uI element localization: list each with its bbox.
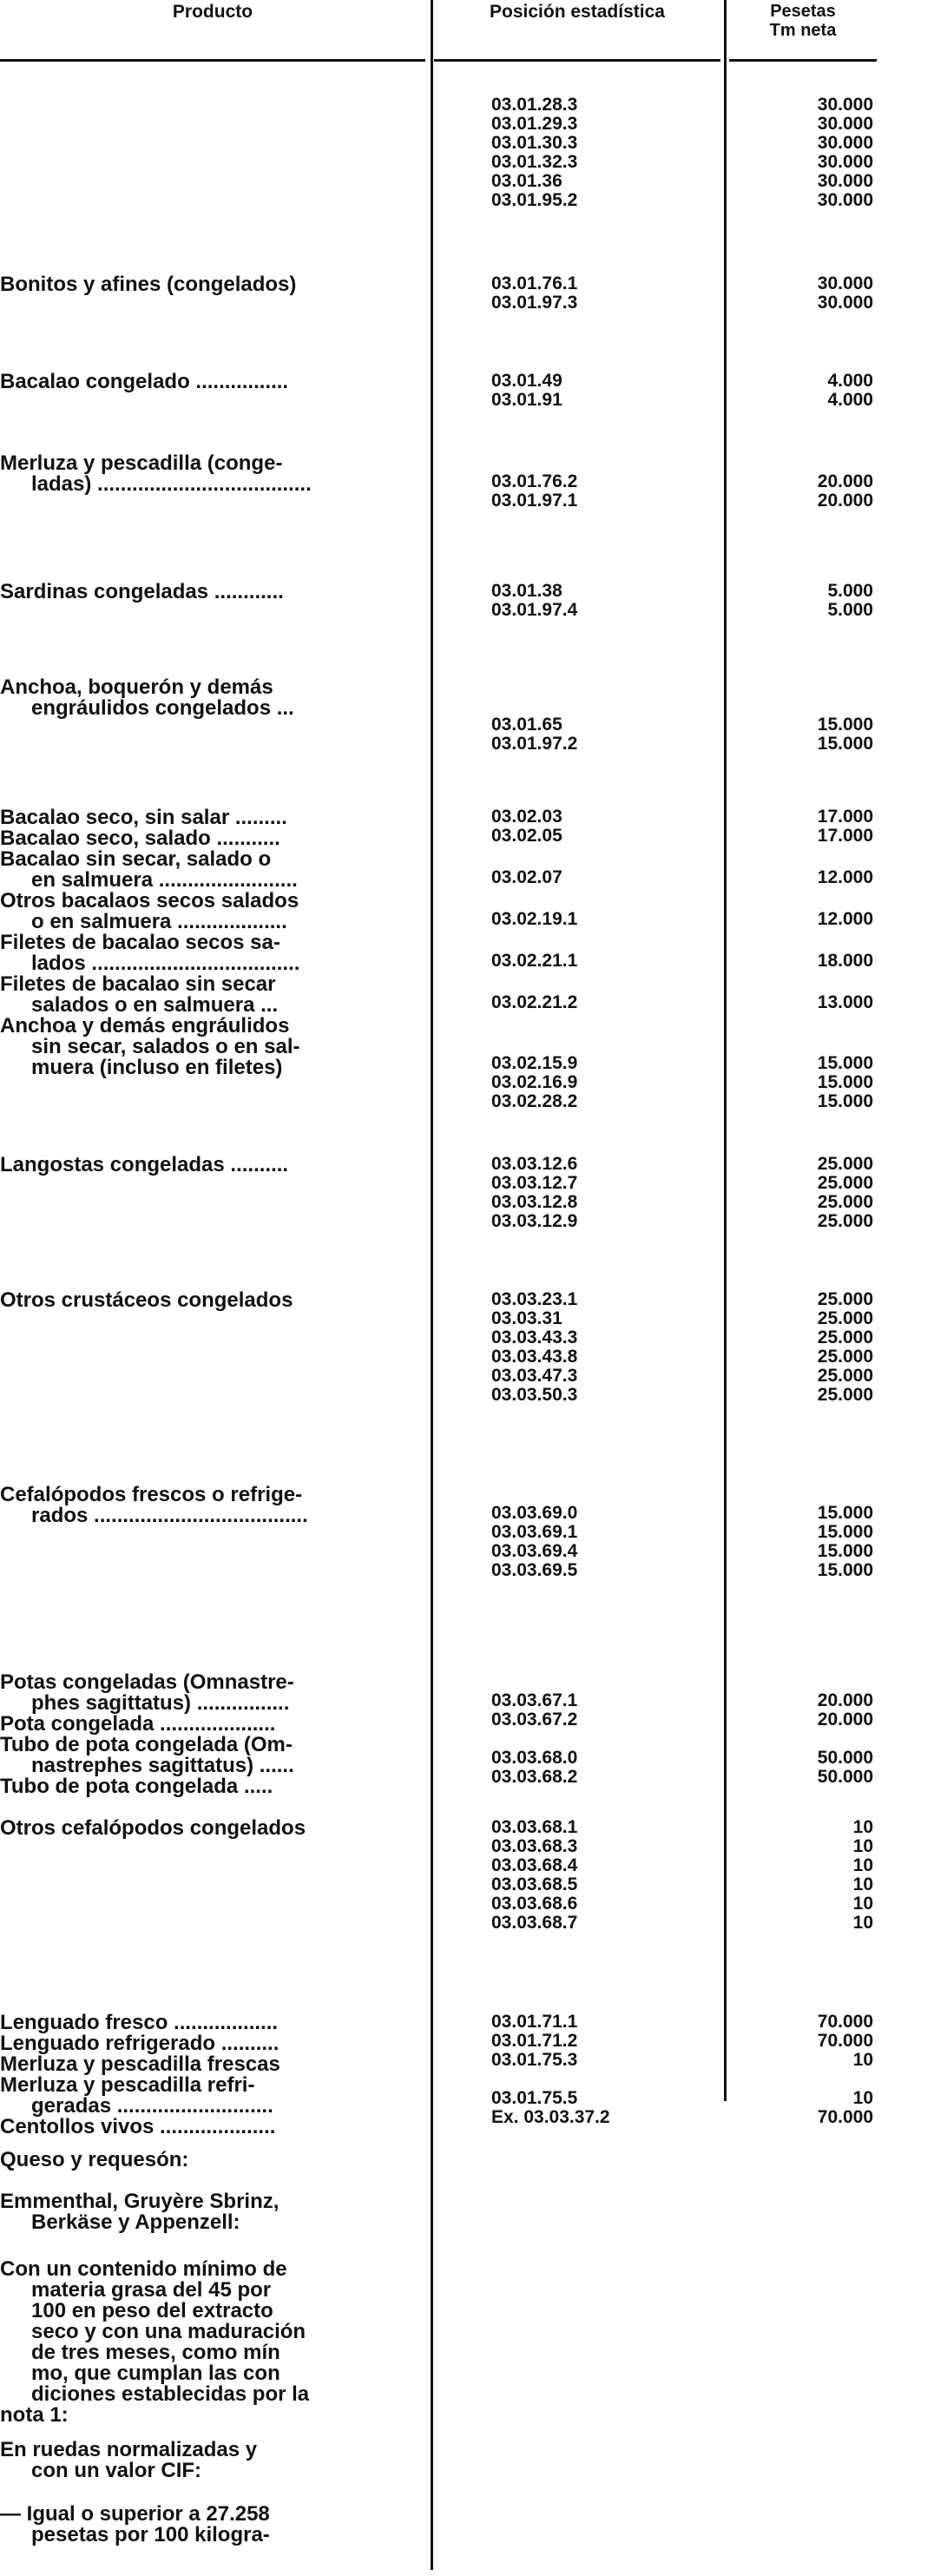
product-line: Berkäse y Appenzell: [31,2210,240,2234]
product-line: sin secar, salados o en sal- [31,1035,300,1058]
product-line: Lenguado fresco .................. [0,2011,279,2034]
product-line: o en salmuera ................... [31,910,287,933]
pesetas-value: 30.000 [817,95,873,115]
product-line: phes sagittatus) ................ [31,1691,290,1715]
product-line: muera (incluso en filetes) [31,1056,283,1079]
product-line: Centollos vivos .................... [0,2115,276,2138]
pesetas-value: 15.000 [817,734,873,754]
product-line: Bacalao congelado ................ [0,370,289,393]
pesetas-value: 10 [852,2088,873,2108]
pesetas-value: 25.000 [817,1308,873,1328]
pesetas-value: 30.000 [817,114,873,134]
position-code: 03.03.68.6 [491,1894,578,1914]
position-code: 03.03.31 [491,1308,562,1328]
pesetas-value: 4.000 [827,371,873,391]
position-code: 03.01.28.3 [491,95,578,115]
position-code: 03.01.76.1 [491,273,578,293]
product-line: Anchoa, boquerón y demás [0,675,273,699]
pesetas-value [734,974,873,993]
pesetas-value: 50.000 [817,1767,873,1787]
pesetas-value: 15.000 [817,1072,873,1092]
position-code: 03.03.43.3 [491,1328,578,1347]
product-cell [0,2504,425,2546]
pesetas-cell [734,2013,873,2127]
position-code: 03.03.23.1 [491,1289,578,1309]
position-code: 03.02.21.2 [491,992,578,1012]
position-code [491,891,717,910]
position-code [491,1035,717,1054]
position-code: 03.01.71.1 [491,2012,578,2032]
pesetas-value: 15.000 [817,1522,873,1542]
pesetas-value: 20.000 [817,1690,873,1710]
position-code: 03.01.75.5 [491,2088,578,2108]
position-cell [491,372,717,410]
position-code [491,677,717,696]
product-line: con un valor CIF: [31,2459,202,2482]
position-cell [491,582,717,620]
pesetas-value: 25.000 [817,1192,873,1212]
position-code: 03.03.68.3 [491,1836,578,1856]
position-code: 03.03.69.0 [491,1503,578,1523]
position-code: 03.03.47.3 [491,1366,578,1386]
pesetas-value: 25.000 [817,1173,873,1193]
pesetas-value: 18.000 [817,951,873,971]
product-line: Cefalópodos frescos o refrige- [0,1483,303,1506]
pesetas-cell [734,807,873,846]
product-cell [0,1485,425,1526]
position-code: 03.01.97.3 [491,293,578,313]
product-line: Tubo de pota congelada ..... [0,1775,273,1798]
product-line: Filetes de bacalao sin secar [0,972,276,996]
product-line: de tres meses, como mín [31,2341,280,2364]
pesetas-value: 30.000 [817,171,873,191]
pesetas-cell [734,582,873,620]
position-code: 03.03.68.4 [491,1855,578,1875]
position-code [491,849,717,868]
pesetas-value [734,677,873,696]
pesetas-value: 12.000 [817,909,873,929]
position-code: 03.02.03 [491,807,562,827]
product-cell [0,1818,425,1839]
product-line: Merluza y pescadilla refri- [0,2073,255,2097]
product-line: Sardinas congeladas ............ [0,580,284,603]
product-cell [0,849,425,891]
product-line: geradas ........................... [31,2094,273,2118]
position-code: 03.01.76.2 [491,471,578,491]
pesetas-cell [734,274,873,313]
position-code: 03.03.67.2 [491,1710,578,1729]
position-code: 03.03.12.9 [491,1211,578,1231]
position-code: 03.03.69.1 [491,1522,578,1542]
pesetas-value: 30.000 [817,273,873,293]
pesetas-value: 20.000 [817,491,873,511]
position-cell [491,453,717,511]
position-code: 03.01.75.3 [491,2050,578,2070]
pesetas-value: 10 [852,1913,873,1933]
pesetas-value: 15.000 [817,1560,873,1580]
pesetas-value: 13.000 [817,992,873,1012]
column-header-pesetas-label: Pesetas [770,2,836,21]
pesetas-value: 25.000 [817,1154,873,1174]
pesetas-value: 30.000 [817,152,873,172]
product-line: lados .................................... [31,952,300,975]
position-code: 03.02.28.2 [491,1091,578,1111]
position-cell [491,1155,717,1231]
product-line: salados o en salmuera ... [31,993,279,1017]
position-code [491,1485,717,1504]
position-code [491,2070,717,2089]
header-rule-posicion [434,59,720,62]
product-cell [0,2013,425,2138]
pesetas-value: 10 [852,1894,873,1914]
product-line: Bacalao seco, salado ........... [0,827,280,850]
product-line: mo, que cumplan las con [31,2362,280,2385]
position-code: 03.02.19.1 [491,909,578,929]
position-code: 03.01.95.2 [491,190,578,210]
product-cell [0,2150,425,2171]
position-code: 03.03.69.4 [491,1541,578,1561]
product-line: en salmuera ........................ [31,868,298,892]
position-cell [491,677,717,754]
position-code: 03.03.69.5 [491,1560,578,1580]
product-cell [0,1290,425,1311]
position-code: 03.03.12.6 [491,1154,578,1174]
position-code: 03.02.05 [491,826,562,846]
position-cell [491,849,717,887]
pesetas-cell [734,1485,873,1580]
position-code [491,974,717,993]
position-code: 03.02.07 [491,867,562,887]
pesetas-value: 17.000 [817,826,873,846]
pesetas-value: 30.000 [817,190,873,210]
product-cell [0,274,425,295]
product-line: Otros crustáceos congelados [0,1288,293,1312]
pesetas-value: 5.000 [827,600,873,620]
position-code [491,932,717,952]
pesetas-cell [734,677,873,754]
pesetas-value: 50.000 [817,1748,873,1768]
pesetas-value: 10 [852,1836,873,1856]
pesetas-value [734,696,873,715]
column-divider-left [431,0,433,2570]
header-rule-pesetas [729,59,877,62]
position-code: 03.03.68.0 [491,1748,578,1768]
pesetas-value: 12.000 [817,867,873,887]
position-code: 03.01.71.2 [491,2031,578,2051]
product-line: Otros cefalópodos congelados [0,1816,306,1840]
column-header-producto: Producto [172,2,253,22]
pesetas-value: 25.000 [817,1328,873,1347]
product-line: Lenguado refrigerado .......... [0,2032,280,2055]
pesetas-value: 15.000 [817,1503,873,1523]
pesetas-value: 25.000 [817,1385,873,1405]
pesetas-value: 4.000 [827,390,873,410]
product-line: nastrephes sagittatus) ...... [31,1754,294,1777]
position-code: 03.02.15.9 [491,1053,578,1073]
product-cell [0,932,425,974]
pesetas-value: 30.000 [817,293,873,313]
position-code: 03.03.67.1 [491,1690,578,1710]
position-cell [491,891,717,929]
pesetas-cell [734,1672,873,1787]
product-line: Tubo de pota congelada (Om- [0,1733,293,1756]
pesetas-cell [734,849,873,887]
product-line: Con un contenido mínimo de [0,2257,287,2281]
pesetas-value: 30.000 [817,133,873,153]
product-cell [0,1016,425,1078]
position-cell [491,2013,717,2127]
pesetas-value: 70.000 [817,2107,873,2127]
product-line: Pota congelada .................... [0,1712,276,1736]
position-code: 03.01.97.1 [491,491,578,511]
position-cell [491,1290,717,1405]
position-cell [491,274,717,313]
product-line: Bacalao sin secar, salado o [0,847,272,871]
position-code: 03.01.91 [491,390,562,410]
column-header-posicion: Posición estadística [490,2,665,22]
product-line: materia grasa del 45 por [31,2278,272,2302]
position-code: 03.03.12.8 [491,1192,578,1212]
pesetas-value: 10 [852,1874,873,1894]
pesetas-value: 70.000 [817,2012,873,2032]
product-cell [0,2191,425,2233]
pesetas-value: 70.000 [817,2031,873,2051]
position-code: Ex. 03.03.37.2 [491,2107,610,2127]
pesetas-cell [734,96,873,210]
product-cell [0,807,425,849]
position-code: 03.03.68.5 [491,1874,578,1894]
pesetas-cell [734,1016,873,1111]
column-header-pesetas [729,2,877,40]
pesetas-value [734,849,873,868]
pesetas-value: 17.000 [817,807,873,827]
position-cell [491,1485,717,1580]
pesetas-value: 15.000 [817,1053,873,1073]
product-cell [0,2440,425,2481]
product-line: Otros bacalaos secos salados [0,889,299,912]
position-code: 03.01.30.3 [491,133,578,153]
pesetas-value [734,1672,873,1691]
pesetas-value [734,1485,873,1504]
position-cell [491,807,717,846]
position-code: 03.01.36 [491,171,562,191]
pesetas-value [734,2070,873,2089]
column-header-unit: Tm neta [769,21,837,40]
position-code: 03.01.32.3 [491,152,578,172]
position-code: 03.01.49 [491,371,562,391]
product-cell [0,582,425,603]
product-cell [0,974,425,1016]
position-code: 03.01.97.2 [491,734,578,754]
pesetas-cell [734,974,873,1012]
pesetas-cell [734,932,873,971]
pesetas-value: 15.000 [817,1091,873,1111]
position-code [491,1016,717,1035]
pesetas-value: 5.000 [827,581,873,601]
position-code: 03.03.43.8 [491,1347,578,1367]
pesetas-value: 15.000 [817,1541,873,1561]
position-code [491,1672,717,1691]
pesetas-value: 20.000 [817,471,873,491]
product-line: Emmenthal, Gruyère Sbrinz, [0,2190,280,2213]
pesetas-value [734,932,873,952]
product-line: Filetes de bacalao secos sa- [0,931,280,954]
position-code: 03.01.65 [491,715,562,735]
pesetas-value: 25.000 [817,1289,873,1309]
position-cell [491,1818,717,1933]
product-line: diciones establecidas por la [31,2382,310,2406]
product-line: ladas) ..................................... [31,472,312,496]
pesetas-value: 10 [852,1855,873,1875]
position-code: 03.03.50.3 [491,1385,578,1405]
position-code: 03.03.68.1 [491,1817,578,1837]
pesetas-value: 15.000 [817,715,873,735]
product-line: Queso y requesón: [0,2148,189,2171]
product-line: Bacalao seco, sin salar ......... [0,806,287,829]
product-line: Anchoa y demás engráulidos [0,1014,290,1038]
product-cell [0,1155,425,1176]
pesetas-value: 10 [852,2050,873,2070]
product-cell [0,372,425,392]
pesetas-cell [734,1818,873,1933]
position-code: 03.03.68.7 [491,1913,578,1933]
position-cell [491,974,717,1012]
position-code [491,1729,717,1749]
pesetas-value: 25.000 [817,1347,873,1367]
product-line: Bonitos y afines (congelados) [0,273,297,296]
product-line: 100 en peso del extracto [31,2299,273,2322]
product-cell [0,453,425,495]
position-cell [491,96,717,210]
product-line: Langostas congeladas .......... [0,1153,289,1176]
position-code: 03.01.97.4 [491,600,578,620]
position-code [491,453,717,472]
product-line: En ruedas normalizadas y [0,2438,258,2461]
product-cell [0,677,425,719]
product-line: Merluza y pescadilla frescas [0,2052,280,2076]
position-code: 03.01.38 [491,581,562,601]
position-cell [491,1672,717,1787]
position-code: 03.02.16.9 [491,1072,578,1092]
position-code: 03.01.29.3 [491,114,578,134]
position-cell [491,1016,717,1111]
pesetas-value [734,1016,873,1035]
position-cell [491,932,717,971]
position-code: 03.03.68.2 [491,1767,578,1787]
product-line: — Igual o superior a 27.258 [0,2502,270,2526]
pesetas-value [734,453,873,472]
column-divider-right [724,0,727,2101]
pesetas-cell [734,1155,873,1231]
pesetas-cell [734,453,873,511]
product-line: Potas congeladas (Omnastre- [0,1670,294,1694]
product-line: Merluza y pescadilla (conge- [0,451,283,475]
pesetas-value: 25.000 [817,1366,873,1386]
product-line: rados ..................................... [31,1504,308,1527]
position-code [491,696,717,715]
pesetas-value: 10 [852,1817,873,1837]
product-line: engráulidos congelados ... [31,696,294,720]
pesetas-value [734,891,873,910]
product-cell [0,2259,425,2426]
pesetas-value: 20.000 [817,1710,873,1729]
pesetas-value: 25.000 [817,1211,873,1231]
product-cell [0,891,425,932]
product-line: pesetas por 100 kilogra- [31,2523,270,2546]
position-code: 03.03.12.7 [491,1173,578,1193]
pesetas-cell [734,891,873,929]
pesetas-value [734,1729,873,1749]
product-line: nota 1: [0,2403,69,2427]
position-code: 03.02.21.1 [491,951,578,971]
pesetas-cell [734,372,873,410]
product-cell [0,1672,425,1797]
pesetas-value [734,1035,873,1054]
product-line: seco y con una maduración [31,2320,306,2343]
header-rule-producto [0,59,425,62]
pesetas-cell [734,1290,873,1405]
